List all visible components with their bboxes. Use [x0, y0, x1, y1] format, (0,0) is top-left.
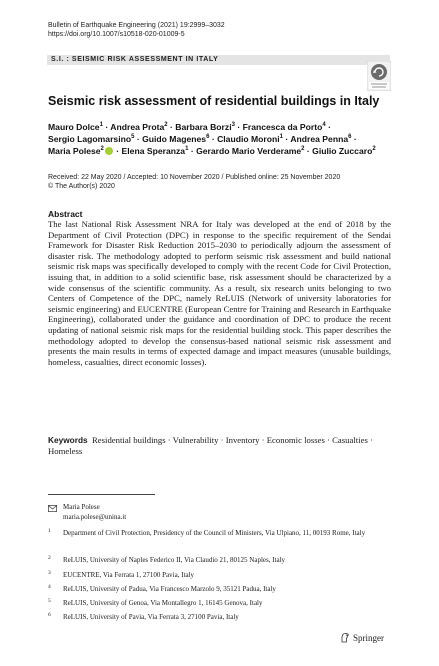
- keywords: [48, 435, 391, 456]
- journal-citation: Bulletin of Earthquake Engineering (2021) 19:2999–3032: [48, 22, 225, 29]
- author-affiliation-mark: 1: [99, 122, 103, 129]
- author-affiliation-mark: 2: [372, 146, 376, 153]
- author-affiliation-mark: 2: [164, 122, 168, 129]
- section-label: S.I. : SEISMIC RISK ASSESSMENT IN ITALY: [47, 55, 390, 65]
- author-separator: ·: [353, 134, 357, 144]
- author-separator: ·: [105, 122, 109, 132]
- affiliation-number: 3: [48, 570, 51, 576]
- author-name[interactable]: Claudio Moroni: [217, 134, 280, 144]
- corresponding-author-email[interactable]: maria.polese@unina.it: [63, 513, 127, 521]
- affiliation-text: ReLUIS, University of Genoa, Via Montallegro 1, 16145 Genova, Italy: [63, 599, 263, 607]
- affiliation-number: 2: [48, 555, 51, 561]
- author-name[interactable]: Barbara Borzi: [175, 122, 232, 132]
- affiliation-text: ReLUIS, University of Naples Federico II, Via Claudio 21, 80125 Naples, Italy: [63, 556, 286, 564]
- author-line: [48, 145, 393, 157]
- keywords-label: Keywords: [48, 435, 88, 445]
- article-title: Seismic risk assessment of residential buildings in Italy: [48, 94, 380, 108]
- author-affiliation-mark: 6: [348, 134, 352, 141]
- author-affiliation-mark: 6: [206, 134, 210, 141]
- author-affiliation-mark: 4: [322, 122, 326, 129]
- author-name[interactable]: Maria Polese: [48, 146, 101, 156]
- author-affiliation-mark: 1: [185, 146, 189, 153]
- author-affiliation-mark: 2: [301, 146, 305, 153]
- affiliation-text: ReLUIS, University of Pavia, Via Ferrata 3, 27100 Pavia, Italy: [63, 613, 239, 621]
- author-name[interactable]: Gerardo Mario Verderame: [196, 146, 302, 156]
- author-separator: ·: [237, 122, 241, 132]
- author-affiliation-mark: 2: [100, 146, 104, 153]
- affiliation-item: [48, 529, 393, 549]
- author-name[interactable]: Andrea Penna: [290, 134, 349, 144]
- author-separator: ·: [328, 122, 331, 132]
- envelope-icon: [48, 505, 57, 512]
- abstract-text: The last National Risk Assessment NRA for Italy was developed at the end of 2018 by the Department of Civil Protection (DPC) in response to the specific requirement of the Sendai Framework for Disaster Risk Reduction 2015–2030 to periodically adjourn the assessment of disaster risk. The methodology adopted to perform seismic risk assessment and build national seismic risk maps was specifically developed to comply with the recent Code for Civil Protection, issuing that, in addition to a solid scientific base, risk assessment should be characterized by a wide consensus of the scientific community. As a result, six research units belonging to two Centers of Competence of the DPC, namely ReLUIS (Network of university laboratories for seismic engineering) and EUCENTRE (European Centre for Training and Research in Earthquake Engineering), collaborated under the guidance and coordination of DPC to produce the recent updating of national seismic risk maps for the residential building stock. This paper describes the methodology adopted to develop the consensus-based national seismic risk assessment and presents the main results in terms of expected damage and impact measures (unusable buildings, homeless, casualties, direct economic losses).: [48, 219, 391, 367]
- affiliation-number: 5: [48, 598, 51, 604]
- author-separator: ·: [306, 146, 310, 156]
- affiliation-number: 6: [48, 612, 51, 618]
- check-for-updates-badge[interactable]: [367, 61, 391, 91]
- author-affiliation-mark: 3: [231, 122, 235, 129]
- abstract-heading: Abstract: [48, 209, 83, 219]
- copyright-notice: © The Author(s) 2020: [48, 183, 115, 190]
- affiliation-item: [48, 613, 393, 623]
- author-affiliation-mark: 5: [131, 134, 135, 141]
- publication-dates: Received: 22 May 2020 / Accepted: 10 November 2020 / Published online: 25 November 2020: [48, 174, 341, 181]
- author-line: [48, 121, 393, 133]
- doi-link[interactable]: https://doi.org/10.1007/s10518-020-01009-5: [48, 31, 185, 38]
- author-separator: ·: [211, 134, 215, 144]
- affiliation-number: 4: [48, 584, 51, 590]
- affiliation-text: Department of Civil Protection, Presidency of the Council of Ministers, Via Ulpiano, 11, 00193 Rome, Italy: [63, 529, 366, 537]
- check-for-updates-icon: [367, 61, 391, 91]
- affiliation-item: [48, 585, 393, 595]
- orcid-icon[interactable]: [105, 147, 113, 155]
- affiliation-item: [48, 571, 393, 581]
- author-name[interactable]: Mauro Dolce: [48, 122, 100, 132]
- springer-horse-icon: [340, 632, 350, 643]
- affiliation-item: [48, 599, 393, 609]
- author-separator: ·: [169, 122, 173, 132]
- author-separator: ·: [190, 146, 194, 156]
- author-name[interactable]: Elena Speranza: [121, 146, 186, 156]
- author-separator: ·: [116, 146, 120, 156]
- author-separator: ·: [285, 134, 289, 144]
- corresponding-author-name: Maria Polese: [63, 503, 100, 511]
- publisher-name: Springer: [353, 633, 384, 643]
- author-separator: ·: [136, 134, 140, 144]
- author-name[interactable]: Sergio Lagomarsino: [48, 134, 132, 144]
- author-line: [48, 133, 393, 145]
- author-name[interactable]: Guido Magenes: [142, 134, 207, 144]
- author-name[interactable]: Andrea Prota: [110, 122, 165, 132]
- affiliation-text: EUCENTRE, Via Ferrata 1, 27100 Pavia, Italy: [63, 571, 195, 579]
- affiliation-number: 1: [48, 528, 51, 534]
- author-affiliation-mark: 1: [279, 134, 283, 141]
- keywords-list: Residential buildings · Vulnerability · Inventory · Economic losses · Casualties · Homeless: [48, 435, 373, 456]
- footnote-divider: [48, 494, 155, 495]
- author-list: [48, 121, 393, 157]
- affiliation-text: ReLUIS, University of Padua, Via Francesco Marzolo 9, 35121 Padua, Italy: [63, 585, 276, 593]
- publisher-mark[interactable]: [340, 631, 400, 645]
- author-name[interactable]: Giulio Zuccaro: [312, 146, 373, 156]
- affiliation-item: [48, 556, 393, 566]
- author-name[interactable]: Francesca da Porto: [242, 122, 323, 132]
